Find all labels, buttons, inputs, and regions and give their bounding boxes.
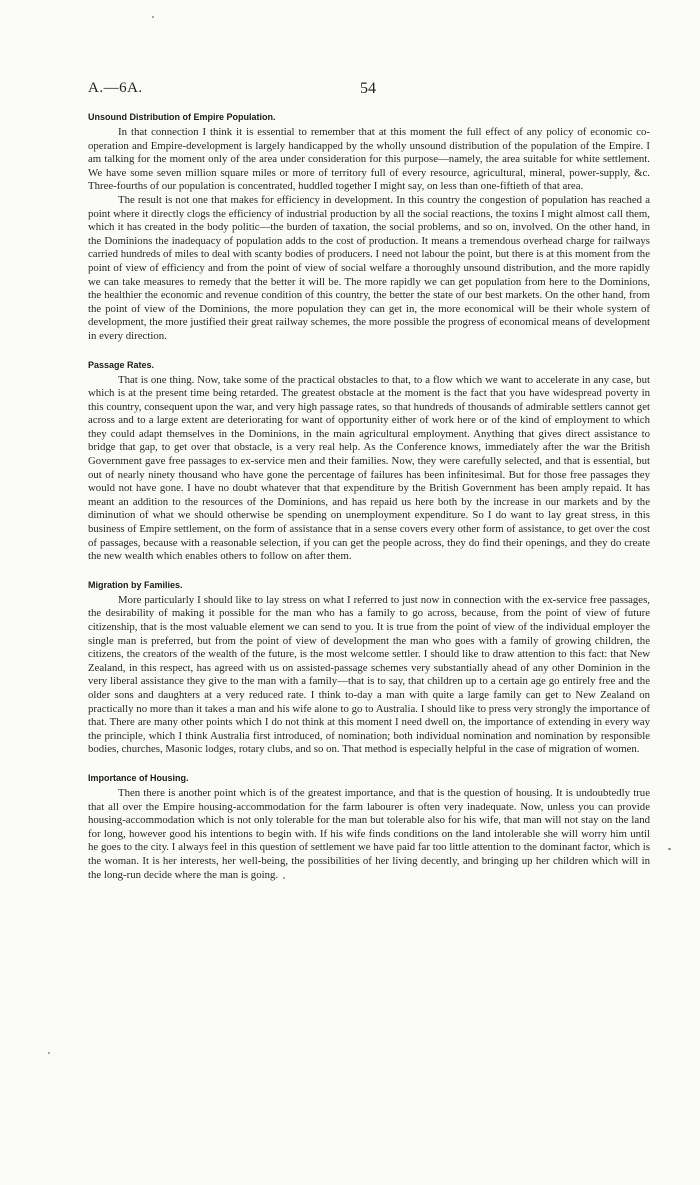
section-spacer [88,564,650,580]
paragraph: Then there is another point which is of the greatest importance, and that is the question of housing. It is undoubtedly true that all over the Empire housing-accommodation for the farm labourer is often very inadequate. Now, unless you can provide housing-accommodation which is not only tolerable for the man but tolerable also for his wife, that man will not stay on the land for long, however good his intentions to begin with. If his wife finds conditions on the land intolerable she will worry him until he goes to the city. I always feel in this question of settlement we have paid far too little attention to the dominant factor, which is the woman. It is her interests, her well-being, the possibilities of her living decently, and bringing up her children which will in the long-run decide where the man is going. [88,786,650,881]
page-header [88,80,650,100]
paragraph: More particularly I should like to lay stress on what I referred to just now in connection with the ex-service free passages, the desirability of making it possible for the man who has a family to go across, because, from the point of view of future citizenship, that is the most valuable element we can send to you. It is true from the point of view of the individual employer the single man is preferred, but from the point of view of development the man who goes with a family of growing children, the citizens, the creators of the wealth of the future, is the most welcome settler. I should like to draw attention to this fact: that New Zealand, in this respect, has agreed with us on assisted-passage schemes very substantially ahead of any other Dominion in the very liberal assistance they give to the man with a family—that is to say, that children up to a certain age go entirely free and the older sons and daughters at a very reduced rate. I think to-day a man with quite a large family can get to New Zealand on practically no more than it takes a man and his wife alone to go to Australia. I should like to press very strongly the importance of that. There are many other points which I do not think at this moment I need dwell on, the importance of extending in every way the principle, which I think Australia first introduced, of nomination; both individual nomination and nomination by responsible bodies, churches, Masonic lodges, rotary clubs, and so on. That method is especially helpful in the case of migration of women. [88,593,650,756]
scan-speck [283,877,285,879]
section-importance-of-housing [88,773,650,882]
document-body [88,112,650,882]
section-unsound-distribution [88,112,650,344]
paragraph: In that connection I think it is essential to remember that at this moment the full effect of any policy of economic co-operation and Empire-development is largely handicapped by the wholly unsound distribution of the population of the Empire. I am talking for the moment only of the area under consideration for this purpose—namely, the area suitable for white settlement. We have some seven million square miles or more of territory full of every resource, agricultural, mineral, power-supply, &c. Three-fourths of our population is concentrated, huddled together I might say, on less than one-fiftieth of that area. [88,126,650,193]
section-passage-rates [88,360,650,564]
document-reference: A.—6A. [88,80,143,96]
section-heading: Passage Rates. [88,359,155,370]
page-number: 54 [360,80,376,97]
scan-speck [668,848,671,850]
section-migration-by-families [88,580,650,757]
section-heading: Importance of Housing. [88,772,189,783]
section-spacer [88,344,650,360]
section-heading: Migration by Families. [88,579,183,590]
paragraph: The result is not one that makes for efficiency in development. In this country the congestion of population has reached a point where it directly clogs the efficiency of industrial production by all the social reactions, the toxins I might almost call them, which it has created in the body politic—the burden of taxation, the social problems, and so on, involved. On the other hand, in the Dominions the inadequacy of population adds to the cost of production. It means a tremendous overhead charge for railways carried hundreds of miles to deal with scanty bodies of producers. I need not labour the point, but there is at this moment from the point of view of efficiency and from the point of view of social welfare a thoroughly unsound distribution, and the more rapidly we can take measures to remedy that the better it will be. The more rapidly we can get population from here to the Dominions, the healthier the economic and revenue condition of this country, the better the state of our best markets. On the other hand, from the point of view of the Dominions, the more population they can get in, the more economical will be their whole system of development, the more justified their great railway schemes, the more possible the progress of economical means of development in every direction. [88,193,650,342]
section-spacer [88,757,650,773]
paragraph: That is one thing. Now, take some of the practical obstacles to that, to a flow which we want to accelerate in any case, but which is at the present time being retarded. The greatest obstacle at the moment is the fact that you have widespread poverty in this country, consequent upon the war, and very high passage rates, so that hundreds of thousands of admirable settlers cannot get across and to a large extent are deteriorating for want of opportunity either of work here or of the kind of employment to which they could adapt themselves in the Dominions, in the main agricultural employment. Anything that gives direct assistance to bridge that gap, to get over that obstacle, is a very real help. As the Conference knows, immediately after the war the British Government gave free passages to ex-service men and their families. Now, they were carefully selected, and that is essential, but out of nearly ninety thousand who have gone the percentage of failures has been infinitesimal. But for those free passages they would not have gone. I have no doubt whatever that that expenditure by the British Government has been amply repaid. It has meant an addition to the resources of the Dominions, and has repaid us here both by the increase in our markets and by the diminution of what we should otherwise be spending on unemployment expenditure. So I do want to lay great stress, in this business of Empire settlement, on the form of assistance that in a sense covers every other form of assistance, to get over the cost of passages, because with a reasonable selection, if you can get the people across, they do find their openings, and they do create the new wealth which enables others to follow on after them. [88,373,650,563]
scan-speck [48,1052,50,1054]
scan-speck [152,16,154,18]
section-heading: Unsound Distribution of Empire Population. [88,112,276,122]
